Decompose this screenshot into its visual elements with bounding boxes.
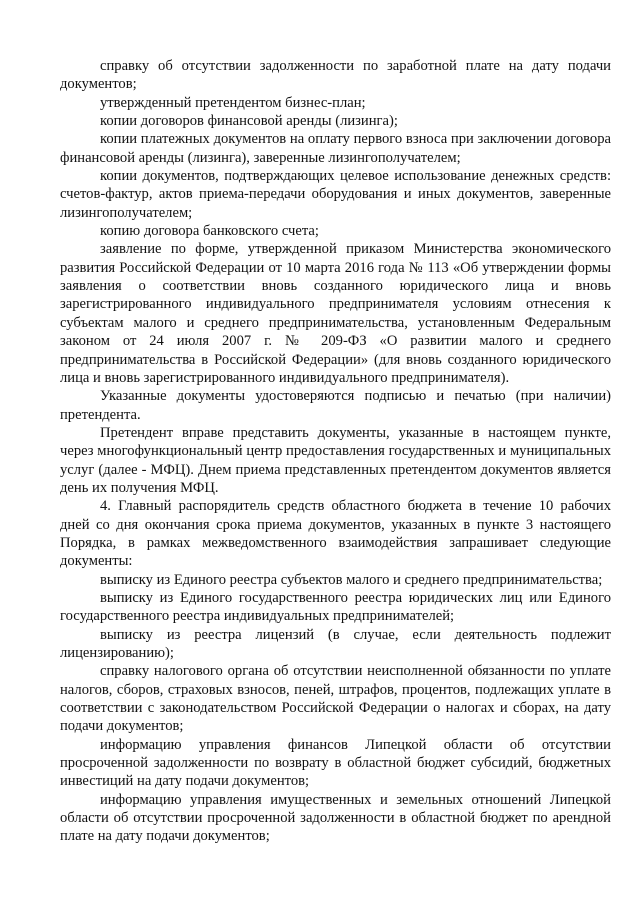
paragraph: копии договоров финансовой аренды (лизинга); (100, 113, 398, 130)
paragraph: 4. Главный распорядитель средств областного бюджета в течение 10 рабочих дней со дня окончания срока приема документов, указанных в пункте 3 настоящего Порядка, в рамках межведомственного взаимодействия запрашивает следующие документы: (60, 498, 611, 570)
paragraph: выписку из реестра лицензий (в случае, если деятельность подлежит лицензированию); (60, 626, 611, 661)
paragraph: утвержденный претендентом бизнес-план; (100, 94, 366, 111)
paragraph: информацию управления имущественных и земельных отношений Липецкой области об отсутствии просроченной задолженности в областной бюджет по арендной плате на дату подачи документов; (60, 791, 611, 845)
paragraph: Указанные документы удостоверяются подписью и печатью (при наличии) претендента. (60, 388, 611, 423)
document-page (60, 57, 611, 846)
paragraph: копии платежных документов на оплату первого взноса при заключении договора финансовой аренды (лизинга), заверенные лизингополучателем; (60, 131, 611, 166)
paragraph: заявление по форме, утвержденной приказом Министерства экономического развития Российской Федерации от 10 марта 2016 года № 113 «Об утверждении формы заявления о соответствии вновь созданного юридического лица и вновь зарегистрированного индивидуального предпринимателя условиям отнесения к субъектам малого и среднего предпринимательства, установленным Федеральным законом от 24 июля 2007 г. № 209-ФЗ «О развитии малого и среднего предпринимательства в Российской Федерации» (для вновь созданного юридического лица и вновь зарегистрированного индивидуального предпринимателя). (60, 241, 611, 386)
paragraph: выписку из Единого государственного реестра юридических лиц или Единого государственного реестра индивидуальных предпринимателей; (60, 589, 611, 625)
paragraph: справку об отсутствии задолженности по заработной плате на дату подачи документов; (60, 58, 611, 93)
paragraph: копии документов, подтверждающих целевое использование денежных средств: счетов-фактур, актов приема-передачи оборудования и иных документов, заверенные лизингополучателем; (60, 168, 611, 221)
paragraph: справку налогового органа об отсутствии неисполненной обязанности по уплате налогов, сборов, страховых взносов, пеней, штрафов, процентов, подлежащих уплате в соответствии с законодательством Российской Федерации о налогах и сборах, на дату подачи документов; (60, 663, 611, 735)
paragraph: копию договора банковского счета; (100, 223, 319, 240)
paragraph: информацию управления финансов Липецкой области об отсутствии просроченной задолженности по возврату в областной бюджет субсидий, бюджетных инвестиций на дату подачи документов; (60, 736, 611, 790)
paragraph: выписку из Единого реестра субъектов малого и среднего предпринимательства; (100, 571, 603, 588)
paragraph: Претендент вправе представить документы, указанные в настоящем пункте, через многофункциональный центр предоставления государственных и муниципальных услуг (далее - МФЦ). Днем приема представленных претендентом документов является день их получения МФЦ. (60, 424, 611, 496)
